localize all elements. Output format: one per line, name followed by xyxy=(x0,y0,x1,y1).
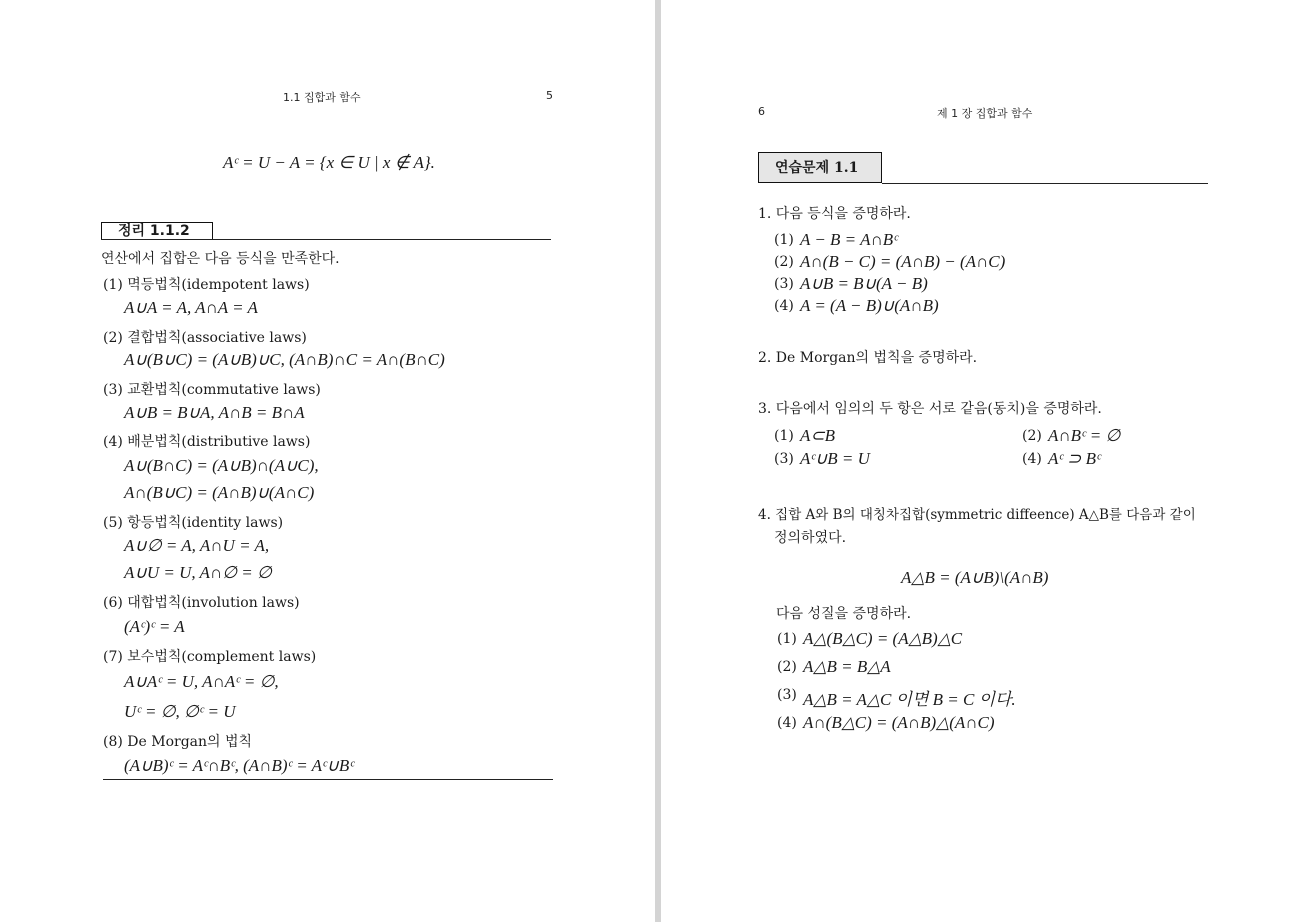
law-formula: (Aᶜ)ᶜ = A xyxy=(124,617,185,636)
complement-formula: Aᶜ = U − A = {x ∈ U | x ∉ A}. xyxy=(223,153,435,172)
right-page xyxy=(661,0,1312,922)
item-formula: A△B = A△C 이면 B = C 이다. xyxy=(803,690,1016,709)
item-number: (2) xyxy=(777,659,797,675)
law-formula: A∩(B∪C) = (A∩B)∪(A∩C) xyxy=(124,483,315,502)
law-formula: A∪∅ = A, A∩U = A, xyxy=(124,536,270,555)
item-number: (1) xyxy=(777,631,797,647)
law-formula: A∪B = B∪A, A∩B = B∩A xyxy=(124,403,305,422)
law-title: (7) 보수법칙(complement laws) xyxy=(103,649,317,665)
exercise-rule xyxy=(882,183,1208,184)
item-formula: A − B = A∩Bᶜ xyxy=(800,230,898,249)
problem-4-prompt: 다음 성질을 증명하라. xyxy=(776,606,912,622)
item-formula: A△B = B△A xyxy=(803,657,891,676)
page-number: 6 xyxy=(758,105,765,118)
law-title: (6) 대합법칙(involution laws) xyxy=(103,595,300,611)
problem-1: 1. 다음 등식을 증명하라. xyxy=(758,206,911,222)
law-formula: A∪A = A, A∩A = A xyxy=(124,298,258,317)
law-formula: (A∪B)ᶜ = Aᶜ∩Bᶜ, (A∩B)ᶜ = Aᶜ∪Bᶜ xyxy=(124,756,354,775)
theorem-top-rule xyxy=(101,239,551,240)
item-formula: Aᶜ∪B = U xyxy=(800,449,870,468)
item-number: (3) xyxy=(774,451,794,467)
page-number: 5 xyxy=(546,89,553,102)
law-formula: A∪Aᶜ = U, A∩Aᶜ = ∅, xyxy=(124,672,279,691)
item-formula: Aᶜ ⊃ Bᶜ xyxy=(1048,449,1101,468)
item-number: (1) xyxy=(774,232,794,248)
item-number: (4) xyxy=(777,715,797,731)
problem-3: 3. 다음에서 임의의 두 항은 서로 같음(동치)을 증명하라. xyxy=(758,401,1102,417)
item-formula: A⊂B xyxy=(800,426,836,445)
law-title: (3) 교환법칙(commutative laws) xyxy=(103,382,321,398)
law-title: (5) 항등법칙(identity laws) xyxy=(103,515,284,531)
item-formula: A = (A − B)∪(A∩B) xyxy=(800,296,939,315)
theorem-label: 정리 1.1.2 xyxy=(101,222,213,239)
law-formula: Uᶜ = ∅, ∅ᶜ = U xyxy=(124,702,236,721)
item-number: (3) xyxy=(777,687,797,703)
law-title: (8) De Morgan의 법칙 xyxy=(103,734,253,750)
exercise-label: 연습문제 1.1 xyxy=(758,152,882,183)
law-title: (2) 결합법칙(associative laws) xyxy=(103,330,307,346)
item-formula: A∪B = B∪(A − B) xyxy=(800,274,928,293)
law-formula: A∪(B∪C) = (A∪B)∪C, (A∩B)∩C = A∩(B∩C) xyxy=(124,350,445,369)
item-number: (3) xyxy=(774,276,794,292)
theorem-bottom-rule xyxy=(103,779,553,780)
item-number: (4) xyxy=(1022,451,1042,467)
problem-4-line-1: 4. 집합 A와 B의 대칭차집합(symmetric diffeence) A△B를 다음과 같이 xyxy=(758,507,1196,523)
item-number: (2) xyxy=(1022,428,1042,444)
item-number: (1) xyxy=(774,428,794,444)
law-title: (1) 멱등법칙(idempotent laws) xyxy=(103,277,310,293)
theorem-intro: 연산에서 집합은 다음 등식을 만족한다. xyxy=(101,251,340,267)
item-formula: A∩(B − C) = (A∩B) − (A∩C) xyxy=(800,252,1006,271)
item-number: (2) xyxy=(774,254,794,270)
law-formula: A∪(B∩C) = (A∪B)∩(A∪C), xyxy=(124,456,319,475)
item-formula: A∩(B△C) = (A∩B)△(A∩C) xyxy=(803,713,995,732)
item-formula: A∩Bᶜ = ∅ xyxy=(1048,426,1121,445)
item-formula: A△(B△C) = (A△B)△C xyxy=(803,629,963,648)
problem-2: 2. De Morgan의 법칙을 증명하라. xyxy=(758,350,978,366)
left-page xyxy=(0,0,655,922)
running-header-section: 1.1 집합과 함수 xyxy=(283,91,361,104)
problem-4-line-2: 정의하였다. xyxy=(774,530,847,546)
symmetric-difference-definition: A△B = (A∪B)\(A∩B) xyxy=(901,568,1049,587)
item-number: (4) xyxy=(774,298,794,314)
law-title: (4) 배분법칙(distributive laws) xyxy=(103,434,311,450)
law-formula: A∪U = U, A∩∅ = ∅ xyxy=(124,563,272,582)
running-header-chapter: 제 1 장 집합과 함수 xyxy=(937,107,1033,120)
